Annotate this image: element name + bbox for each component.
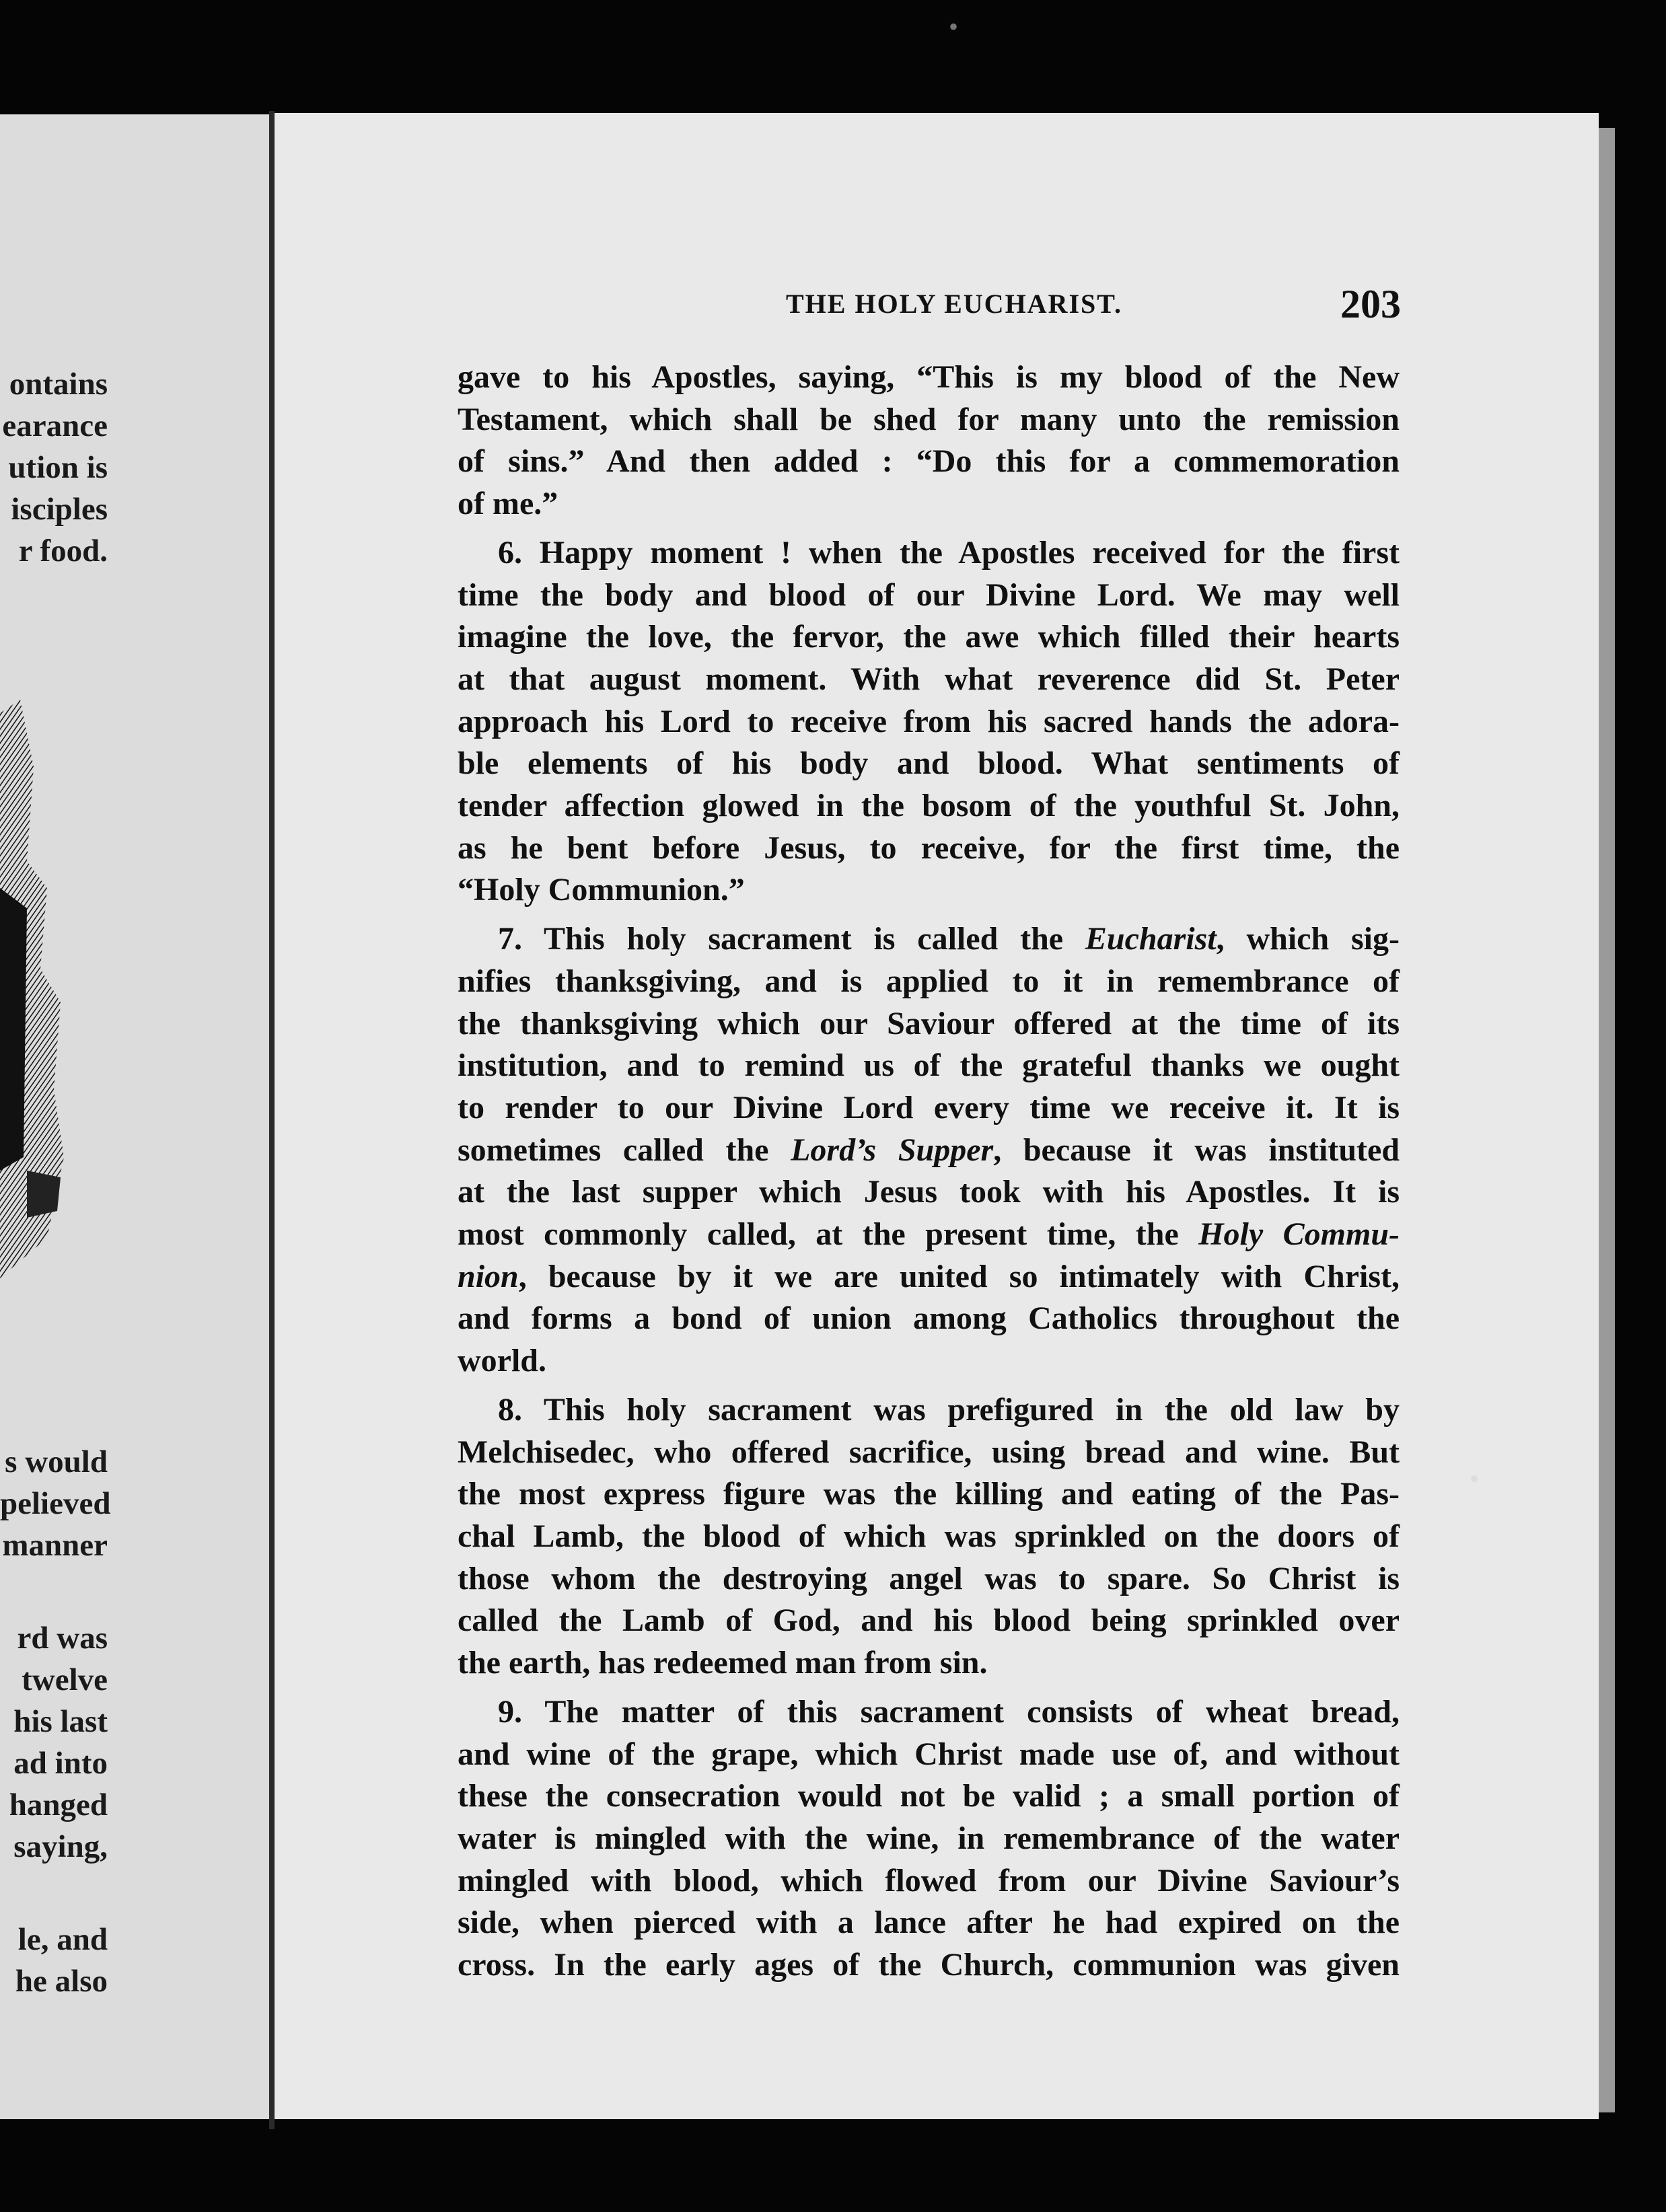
left-fragment: hanged (9, 1787, 108, 1822)
left-fragment: he also (15, 1964, 108, 1999)
text-line: world. (458, 1343, 546, 1379)
text-line: to render to our Divine Lord every time we receive it. It is (458, 1089, 1400, 1126)
text-line (458, 918, 1400, 961)
left-fragment: ad into (13, 1746, 108, 1781)
text-line: gave to his Apostles, saying, “This is my blood of the New (458, 359, 1400, 395)
text-line: “Holy Communion.” (458, 872, 745, 908)
left-fragment: r food. (18, 533, 108, 568)
left-fragment: saying, (13, 1829, 108, 1864)
text-segment: sometimes called the (458, 1132, 769, 1168)
text-line (458, 1256, 1400, 1298)
text-line: these the consecration would not be valid ; a small portion of (458, 1778, 1400, 1814)
text-line: approach his Lord to receive from his sacred hands the adora- (458, 703, 1400, 739)
running-title: THE HOLY EUCHARIST. (786, 289, 1122, 319)
scan-artifact: • (949, 11, 959, 42)
left-fragment: twelve (22, 1662, 108, 1697)
text-line: water is mingled with the wine, in remembrance of the water (458, 1820, 1400, 1856)
text-line: chal Lamb, the blood of which was sprinkled on the doors of (458, 1518, 1400, 1554)
text-line: as he bent before Jesus, to receive, for the first time, the (458, 830, 1400, 866)
left-fragment: ution is (8, 450, 108, 485)
left-fragment: ontains (9, 367, 108, 402)
margin-dot (1471, 1475, 1478, 1482)
page-edge (1599, 128, 1615, 2112)
left-fragment: le, and (17, 1922, 108, 1957)
text-line: Testament, which shall be shed for many unto the remission (458, 401, 1400, 437)
text-line: Melchisedec, who offered sacrifice, using bread and wine. But (458, 1434, 1400, 1470)
text-segment: , which sig- (1216, 921, 1400, 957)
left-fragment: pelieved (0, 1486, 111, 1521)
text-line: those whom the destroying angel was to spare. So Christ is (458, 1560, 1400, 1596)
italic-term: nion (458, 1258, 519, 1294)
text-line: side, when pierced with a lance after he had expired on the (458, 1905, 1400, 1941)
text-line: 8. This holy sacrament was prefigured in the old law by (498, 1391, 1400, 1428)
text-line: ble elements of his body and blood. What sentiments of (458, 745, 1400, 782)
text-line: called the Lamb of God, and his blood being sprinkled over (458, 1602, 1400, 1639)
text-segment: 7. This holy sacrament is called the (498, 921, 1064, 957)
text-line: nifies thanksgiving, and is applied to it in remembrance of (458, 963, 1400, 999)
text-line: and forms a bond of union among Catholics throughout the (458, 1300, 1400, 1337)
left-fragment: his last (13, 1704, 108, 1739)
left-fragment: manner (2, 1528, 108, 1563)
text-line: at that august moment. With what reverence did St. Peter (458, 661, 1400, 697)
text-line: at the last supper which Jesus took with his Apostles. It is (458, 1174, 1400, 1210)
text-line: 9. The matter of this sacrament consists of wheat bread, (498, 1693, 1400, 1730)
text-line: the thanksgiving which our Saviour offered at the time of its (458, 1005, 1400, 1041)
italic-term: Eucharist (1085, 921, 1217, 957)
text-segment: , because it was instituted (993, 1132, 1400, 1168)
text-line: the earth, has redeemed man from sin. (458, 1645, 988, 1681)
left-fragment: rd was (17, 1621, 108, 1656)
text-line: and wine of the grape, which Christ made use of, and without (458, 1736, 1400, 1772)
left-fragment: earance (2, 408, 108, 443)
text-line (458, 1130, 1400, 1172)
text-line: the most express figure was the killing and eating of the Pas- (458, 1476, 1400, 1512)
text-line: tender affection glowed in the bosom of the youthful St. John, (458, 788, 1400, 824)
text-line: 6. Happy moment ! when the Apostles received for the first (498, 534, 1400, 570)
text-line (458, 1214, 1400, 1256)
left-fragment: isciples (11, 492, 108, 527)
text-segment: most commonly called, at the present time, the (458, 1216, 1179, 1253)
text-line: imagine the love, the fervor, the awe which filled their hearts (458, 619, 1400, 655)
book-gutter (269, 111, 275, 2129)
left-fragment: s would (5, 1444, 108, 1479)
body-text (458, 357, 1400, 1987)
page-number: 203 (1340, 282, 1401, 326)
text-line: of sins.” And then added : “Do this for a commemoration (458, 443, 1400, 480)
text-line: institution, and to remind us of the grateful thanks we ought (458, 1047, 1400, 1084)
text-line: cross. In the early ages of the Church, communion was given (458, 1947, 1400, 1983)
text-segment: , because by it we are united so intimately with Christ, (518, 1258, 1400, 1294)
text-line: time the body and blood of our Divine Lord. We may well (458, 577, 1400, 613)
text-line: mingled with blood, which flowed from our Divine Saviour’s (458, 1862, 1400, 1898)
engraving-illustration (0, 686, 64, 1278)
italic-term: Lord’s Supper (791, 1132, 994, 1168)
italic-term: Holy Commu- (1198, 1216, 1400, 1253)
text-line: of me.” (458, 486, 558, 522)
